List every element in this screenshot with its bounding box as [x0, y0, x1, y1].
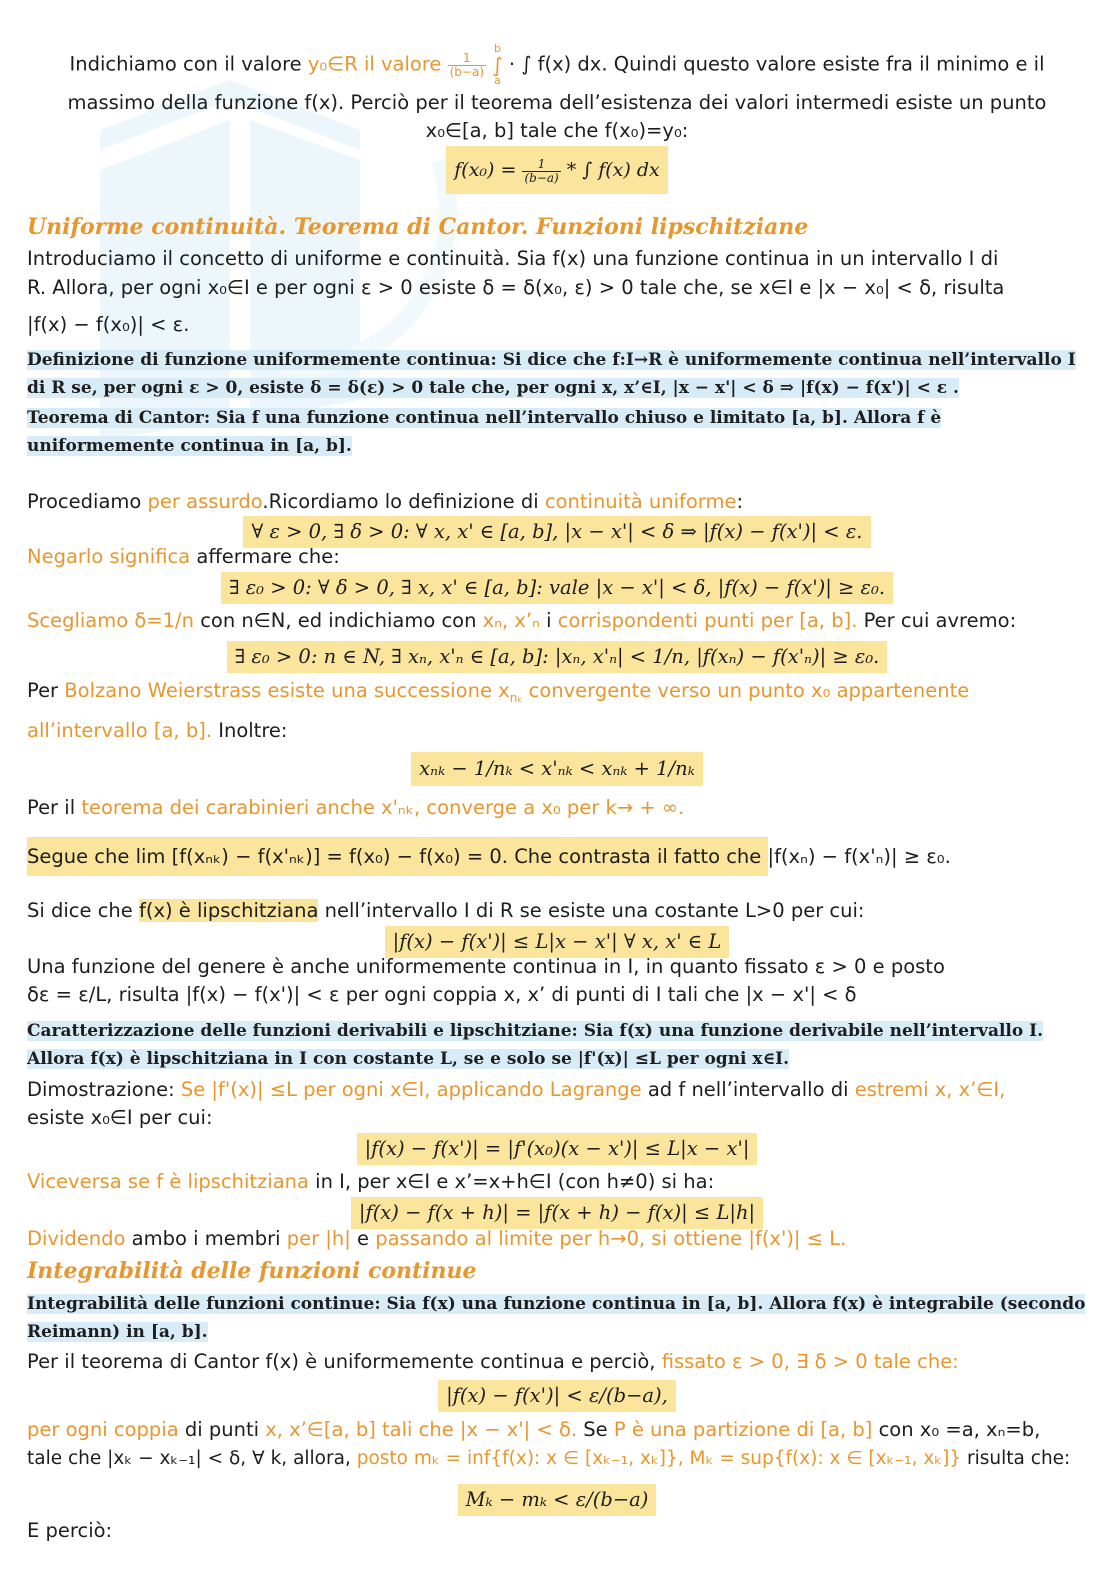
- integral-sign: b ∫ a: [492, 42, 503, 87]
- fraction: $\frac{1}{(b-a)}$: [449, 50, 485, 79]
- equation: |f(x) − f(x')| ≤ L|x − x'| ∀ x, x' ∈ L: [27, 926, 1087, 958]
- paragraph: Procediamo per assurdo.Ricordiamo lo definizione di continuità uniforme:: [27, 490, 744, 513]
- section-heading: Uniforme continuità. Teorema di Cantor. Funzioni lipschitziane: [27, 214, 809, 240]
- paragraph: per ogni coppia di punti x, x’∈[a, b] tali che |x − x'| < δ. Se P è una partizione di [a, b] con x₀ =a, xₙ=b,: [27, 1418, 1041, 1441]
- theorem-lipschitz-characterization: Caratterizzazione delle funzioni derivabili e lipschitziane: Sia f(x) una funzione derivabile nell’intervallo I. Allora f(x) è lipschitziana in I con costante L, se e solo se |f'(x)| ≤L per ogni x∈I.: [27, 1021, 1043, 1069]
- paragraph: Introduciamo il concetto di uniforme e continuità. Sia f(x) una funzione continua in un intervallo I di: [27, 247, 999, 270]
- paragraph: Scegliamo δ=1/n con n∈N, ed indichiamo con xₙ, x’ₙ i corrispondenti punti per [a, b]. Per cui avremo:: [27, 609, 1017, 632]
- paragraph-intro: [27, 43, 1087, 87]
- equation: ∃ ε₀ > 0: ∀ δ > 0, ∃ x, x' ∈ [a, b]: vale |x − x'| < δ, |f(x) − f(x')| ≥ ε₀.: [27, 572, 1087, 604]
- paragraph: Dividendo ambo i membri per |h| e passando al limite per h→0, si ottiene |f(x')| ≤ L.: [27, 1227, 847, 1250]
- equation: |f(x) − f(x + h)| = |f(x + h) − f(x)| ≤ L|h|: [27, 1197, 1087, 1229]
- text: Indichiamo con il valore: [69, 52, 308, 76]
- text-accent: y₀∈R il valore: [307, 52, 442, 76]
- paragraph: δε = ε/L, risulta |f(x) − f(x')| < ε per ogni coppia x, x’ di punti di I tali che |x − x'| < δ: [27, 983, 857, 1006]
- paragraph: massimo della funzione f(x). Perciò per il teorema dell’esistenza dei valori intermedi esiste un punto: [67, 91, 1047, 114]
- paragraph: tale che |xₖ − xₖ₋₁| < δ, ∀ k, allora, posto mₖ = inf{f(x): x ∈ [xₖ₋₁, xₖ]}, Mₖ = sup{f(x): x ∈ [xₖ₋₁, xₖ]} risulta che:: [27, 1448, 1071, 1469]
- paragraph: Viceversa se f è lipschitziana in I, per x∈I e x’=x+h∈I (con h≠0) si ha:: [27, 1170, 715, 1193]
- equation: xₙₖ − 1/nₖ < x'ₙₖ < xₙₖ + 1/nₖ: [27, 752, 1087, 786]
- paragraph-limit: Segue che lim [f(xₙₖ) − f(x'ₙₖ)] = f(x₀) − f(x₀) = 0. Che contrasta il fatto che |f(xₙ) − f(x'ₙ)| ≥ ε₀.: [27, 843, 1087, 871]
- paragraph: Per il teorema dei carabinieri anche x'ₙₖ, converge a x₀ per k→ + ∞.: [27, 796, 685, 819]
- equation: ∀ ε > 0, ∃ δ > 0: ∀ x, x' ∈ [a, b], |x − x'| < δ ⇒ |f(x) − f(x')| < ε.: [27, 516, 1087, 548]
- paragraph: R. Allora, per ogni x₀∈I e per ogni ε > 0 esiste δ = δ(x₀, ε) > 0 tale che, se x∈I e |x − x₀| < δ, risulta: [27, 276, 1005, 299]
- paragraph: esiste x₀∈I per cui:: [27, 1106, 213, 1129]
- paragraph: all’intervallo [a, b]. Inoltre:: [27, 719, 288, 742]
- paragraph: E perciò:: [27, 1519, 113, 1542]
- equation: Mₖ − mₖ < ε/(b−a): [27, 1484, 1087, 1516]
- paragraph: Per il teorema di Cantor f(x) è uniformemente continua e perciò, fissato ε > 0, ∃ δ > 0 tale che:: [27, 1350, 959, 1373]
- paragraph: x₀∈[a, b] tale che f(x₀)=y₀:: [425, 119, 689, 142]
- text: · ∫ f(x) dx. Quindi questo valore esiste fra il minimo e il: [508, 52, 1045, 76]
- paragraph: Dimostrazione: Se |f'(x)| ≤L per ogni x∈I, applicando Lagrange ad f nell’intervallo di estremi x, x’∈I,: [27, 1078, 1006, 1101]
- paragraph: Negarlo significa affermare che:: [27, 545, 340, 568]
- paragraph: |f(x) − f(x₀)| < ε.: [27, 313, 190, 336]
- theorem-cantor: Teorema di Cantor: Sia f una funzione continua nell’intervallo chiuso e limitato [a, b]. Allora f è uniformemente continua in [a, b].: [27, 408, 942, 456]
- equation-mean-value: f(x₀) = $\frac{1}{(b-a)}$ * ∫ f(x) dx: [27, 146, 1087, 194]
- equation: ∃ ε₀ > 0: n ∈ N, ∃ xₙ, x'ₙ ∈ [a, b]: |xₙ, x'ₙ| < 1/n, |f(xₙ) − f(x'ₙ)| ≥ ε₀.: [27, 641, 1087, 673]
- section-heading: Integrabilità delle funzioni continue: [27, 1258, 477, 1284]
- paragraph: Per Bolzano Weierstrass esiste una successione $x_{n_k}$ convergente verso un punto x₀ appartenente: [27, 679, 970, 705]
- equation: |f(x) − f(x')| = |f'(x₀)(x − x')| ≤ L|x − x'|: [27, 1133, 1087, 1165]
- definition-uniform-continuity: Definizione di funzione uniformemente continua: Si dice che f:I→R è uniformemente continua nell’intervallo I di R se, per ogni ε > 0, esiste δ = δ(ε) > 0 tale che, per ogni x, x’∈I, |x − x'| < δ ⇒ |f(x) − f(x')| < ε .: [27, 350, 1076, 398]
- equation: |f(x) − f(x')| < ε/(b−a),: [27, 1380, 1087, 1412]
- theorem-integrability: Integrabilità delle funzioni continue: Sia f(x) una funzione continua in [a, b]. Allora f(x) è integrabile (secondo Reimann) in [a, b].: [27, 1294, 1086, 1342]
- paragraph: Si dice che f(x) è lipschitziana nell’intervallo I di R se esiste una costante L>0 per cui:: [27, 899, 865, 922]
- paragraph: Una funzione del genere è anche uniformemente continua in I, in quanto fissato ε > 0 e posto: [27, 955, 945, 978]
